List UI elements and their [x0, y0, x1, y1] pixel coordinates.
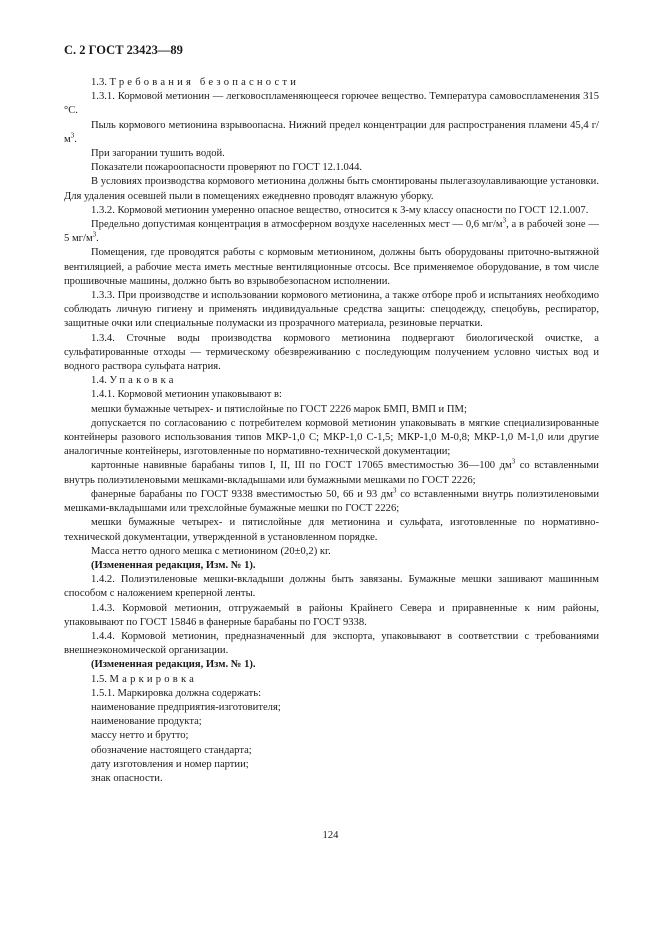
paragraph	[64, 175, 599, 203]
superscript: 3	[511, 457, 516, 466]
paragraph	[64, 701, 599, 715]
text-run: 1.3.2. Кормовой метионин умеренно опасное вещество, относится к 3-му классу опасности по ГОСТ 12.1.007.	[91, 204, 589, 216]
paragraph	[64, 488, 599, 516]
text-run: 1.4.	[91, 375, 110, 387]
paragraph	[64, 658, 599, 672]
text-run: В условиях производства кормового метионина должны быть смонтированы пылегазоулавливающие установки. Для удаления осевшей пыли в помещениях ежедневно проводят влажную уборку.	[64, 176, 599, 202]
text-run: 1.4.4. Кормовой метионин, предназначенный для экспорта, упаковывают в соответствии с требованиями внешнеэкономической организации.	[64, 630, 599, 657]
text-run: Пыль кормового метионина взрывоопасна. Нижний предел концентрации для распространения пламени 45,4 г/м	[64, 119, 599, 145]
text-run: 1.5.1. Маркировка должна содержать:	[91, 687, 262, 699]
text-run: дату изготовления и номер партии;	[91, 758, 249, 770]
paragraph	[64, 545, 599, 559]
paragraph	[64, 204, 599, 218]
text-run: (Измененная редакция, Изм. № 1).	[91, 659, 256, 671]
paragraph	[64, 559, 599, 573]
text-run: 1.3.1. Кормовой метионин — легковоспламеняющееся горючее вещество. Температура самовоспламенения 315 °С.	[64, 91, 599, 117]
paragraph	[64, 715, 599, 729]
paragraph	[64, 90, 599, 118]
text-run: фанерные барабаны по ГОСТ 9338 вместимостью 50, 66 и 93 дм	[91, 488, 393, 500]
text-run: массу нетто и брутто;	[91, 730, 189, 742]
paragraph	[64, 246, 599, 289]
text-run: наименование предприятия-изготовителя;	[91, 701, 281, 713]
text-run: со вставленными внутрь полиэтиленовыми мешками-вкладышами или трехслойные бумажные мешки по ГОСТ 2226;	[64, 488, 599, 515]
paragraph	[64, 687, 599, 701]
paragraph	[64, 516, 599, 544]
text-run: Масса нетто одного мешка с метионином (20±0,2) кг.	[91, 545, 331, 557]
paragraph	[64, 602, 599, 630]
text-run: знак опасности.	[91, 772, 163, 784]
text-run: , а в рабочей зоне — 5 мг/м	[64, 219, 599, 245]
paragraph	[64, 147, 599, 161]
text-run: 1.3.3. При производстве и использовании кормового метионина, а также отборе проб и испытаниях необходимо соблюдать личную гигиену и применять индивидуальные средства защиты: спецодежду, спецобувь, респиратор, защитные очки или специальные полумаски из прозрачного материала, резиновые перчатки.	[64, 290, 599, 330]
text-run: 1.4.3. Кормовой метионин, отгружаемый в районы Крайнего Севера и приравненные к ним районы, упаковывают по ГОСТ 15846 в фанерные барабаны по ГОСТ 9338.	[64, 602, 599, 628]
text-run: со вставленными внутрь полиэтиленовыми мешками-вкладышами или бумажными мешками по ГОСТ 2226;	[64, 460, 599, 486]
superscript: 3	[502, 216, 507, 225]
paragraph	[64, 218, 599, 246]
paragraph	[64, 772, 599, 786]
paragraph	[64, 758, 599, 772]
text-run: При загорании тушить водой.	[91, 148, 225, 160]
page-number: 124	[322, 830, 339, 841]
text-run: мешки бумажные четырех- и пятислойные для метионина и сульфата, изготовленные по нормативно-технической документации, утвержденной в установленном порядке.	[64, 517, 599, 543]
text-run: Маркировка	[109, 673, 198, 685]
paragraph	[64, 76, 599, 90]
text-run: (Измененная редакция, Изм. № 1).	[91, 559, 256, 571]
text-run: 1.3.4. Сточные воды производства кормового метионина подвергают биологической очистке, а сульфатированные отходы — термическому обезвреживанию с последующим получением условно чистых вод и водного раствора сульфата натрия.	[64, 332, 599, 373]
paragraph	[64, 459, 599, 487]
text-run: Упаковка	[109, 375, 177, 387]
paragraph	[64, 673, 599, 687]
text-run: 1.4.2. Полиэтиленовые мешки-вкладыши должны быть завязаны. Бумажные мешки зашивают машинным способом с наложением креперной ленты.	[64, 574, 599, 600]
text-run: Предельно допустимая концентрация в атмосферном воздухе населенных мест — 0,6 мг/м	[91, 219, 503, 231]
text-run: Требования безопасности	[109, 77, 300, 88]
paragraph	[64, 332, 599, 375]
paragraph	[64, 388, 599, 402]
text-run: 1.4.1. Кормовой метионин упаковывают в:	[91, 389, 282, 401]
text-run: .	[96, 233, 99, 245]
superscript: 3	[92, 230, 97, 239]
page-header: С. 2 ГОСТ 23423—89	[64, 43, 183, 57]
text-run: обозначение настоящего стандарта;	[91, 744, 252, 756]
text-run: мешки бумажные четырех- и пятислойные по ГОСТ 2226 марок БМП, ВМП и ПМ;	[91, 403, 467, 415]
paragraph	[64, 630, 599, 658]
paragraph	[64, 573, 599, 601]
paragraph	[64, 729, 599, 743]
document-body	[64, 76, 599, 786]
paragraph	[64, 161, 599, 175]
text-run: Помещения, где проводятся работы с кормовым метионином, должны быть оборудованы приточно-вытяжной вентиляцией, а рабочие места иметь местные вентиляционные отсосы. Все применяемое оборудование, в том числе прошивочные машины, должно быть во взрывобезопасном исполнении.	[64, 247, 599, 287]
paragraph	[64, 744, 599, 758]
text-run: наименование продукта;	[91, 716, 202, 728]
paragraph	[64, 374, 599, 388]
text-run: 1.3.	[91, 77, 110, 88]
paragraph	[64, 119, 599, 147]
paragraph	[64, 403, 599, 417]
text-run: 1.5.	[91, 673, 110, 685]
text-run: допускается по согласованию с потребителем кормовой метионин упаковывать в мягкие специализированные контейнеры разового использования типов МКР-1,0 С; МКР-1,0 С-1,5; МКР-1,0 М-0,8; МКР-1,0 М-1,0 или другие аналогичные контейнеры, изготовленные по нормативно-технической документации;	[64, 417, 599, 458]
superscript: 3	[70, 131, 75, 140]
superscript: 3	[393, 486, 397, 495]
text-run: картонные навивные барабаны типов I, II, III по ГОСТ 17065 вместимостью 36—100 дм	[91, 460, 512, 472]
text-run: Показатели пожароопасности проверяют по ГОСТ 12.1.044.	[91, 162, 363, 174]
text-run: .	[74, 133, 77, 145]
paragraph	[64, 289, 599, 332]
paragraph	[64, 417, 599, 460]
